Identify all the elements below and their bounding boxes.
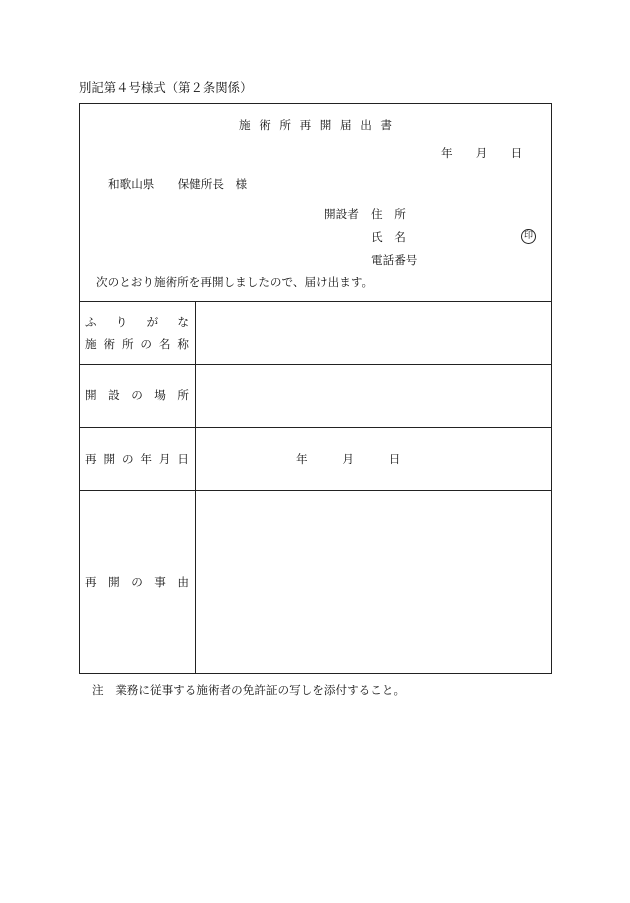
form-title: 施 術 所 再 開 届 出 書: [239, 118, 392, 132]
name-label: 氏 名: [371, 230, 406, 244]
facility-name-label: 施 術 所 の 名 称: [85, 337, 189, 351]
furigana-label: ふ り が な: [85, 315, 189, 329]
footnote: 注 業務に従事する施術者の免許証の写しを添付すること。: [92, 683, 406, 697]
location-label: 開 設 の 場 所: [85, 388, 189, 402]
submission-date-line: 年 月 日: [441, 146, 523, 160]
seal-icon: 印: [521, 229, 536, 244]
reopen-date-value: 年 月 日: [296, 452, 401, 466]
facility-name-value-cell: [196, 302, 551, 364]
phone-label: 電話番号: [371, 253, 418, 267]
reason-value-cell: [196, 491, 551, 673]
form-number: 別記第４号様式（第２条関係）: [79, 80, 253, 95]
reason-label: 再 開 の 事 由: [85, 575, 189, 589]
location-value-cell: [196, 365, 551, 427]
statement-text: 次のとおり施術所を再開しましたので、届け出ます。: [96, 275, 374, 289]
addressee: 和歌山県 保健所長 様: [108, 177, 248, 191]
address-label: 住 所: [371, 207, 406, 221]
reopen-date-label: 再 開 の 年 月 日: [85, 452, 189, 466]
applicant-label: 開設者: [324, 207, 359, 221]
